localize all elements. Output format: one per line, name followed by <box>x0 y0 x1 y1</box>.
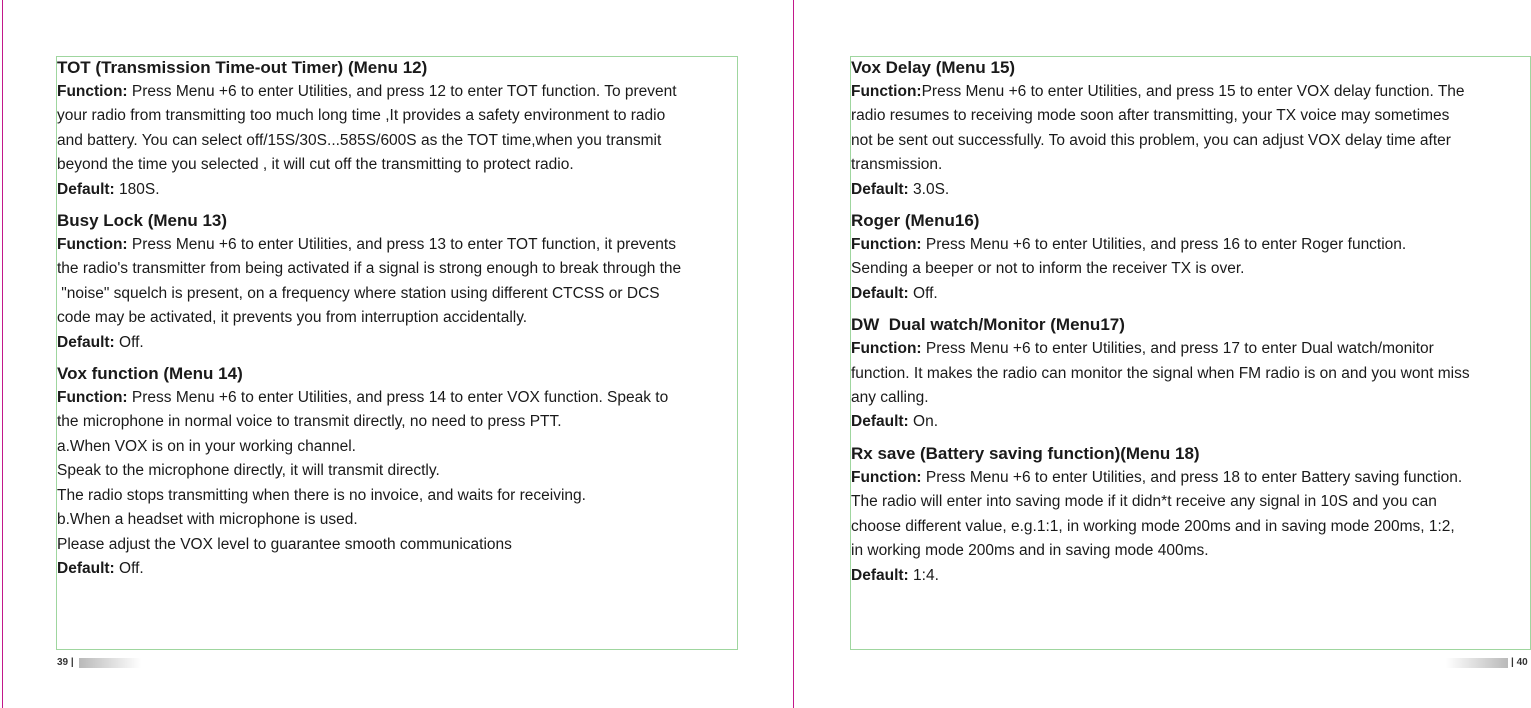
body-line: Please adjust the VOX level to guarantee smooth communications <box>57 535 512 553</box>
body-line: radio resumes to receiving mode soon after transmitting, your TX voice may sometimes <box>851 107 1450 125</box>
default-line <box>57 178 747 202</box>
body-line: the microphone in normal voice to transmit directly, no need to press PTT. <box>57 413 562 431</box>
default-value: Off. <box>913 284 938 302</box>
left-footer-bar <box>79 658 141 668</box>
default-value: 180S. <box>119 180 160 198</box>
section-title: Busy Lock (Menu 13) <box>57 211 228 231</box>
function-text: Press Menu +6 to enter Utilities, and press 17 to enter Dual watch/monitor <box>925 340 1434 358</box>
left-page-column <box>57 56 747 581</box>
default-line <box>851 410 1529 434</box>
function-text: Press Menu +6 to enter Utilities, and press 13 to enter TOT function, it prevents <box>131 236 676 254</box>
body-line: beyond the time you selected , it will cut off the transmitting to protect radio. <box>57 156 574 174</box>
function-text: Press Menu +6 to enter Utilities, and press 18 to enter Battery saving function. <box>925 468 1463 486</box>
function-line <box>57 233 747 257</box>
function-line <box>57 80 747 104</box>
function-line <box>851 337 1529 361</box>
default-line <box>851 564 1529 588</box>
function-text: Press Menu +6 to enter Utilities, and press 16 to enter Roger function. <box>925 236 1407 254</box>
section-title: Vox function (Menu 14) <box>57 364 243 384</box>
section-title: Vox Delay (Menu 15) <box>851 58 1016 77</box>
page-number-text: 40 <box>1516 657 1528 668</box>
section-vox-delay <box>851 56 1529 202</box>
section-busy-lock <box>57 209 747 355</box>
default-value: 1:4. <box>913 566 939 584</box>
body-line: the radio's transmitter from being activated if a signal is strong enough to break through the <box>57 260 682 278</box>
default-line <box>57 557 747 581</box>
body-line: choose different value, e.g.1:1, in working mode 200ms and in saving mode 200ms, 1:2, <box>851 517 1455 535</box>
section-title: Rx save (Battery saving function)(Menu 18) <box>851 443 1200 463</box>
function-label: Function: <box>57 83 128 100</box>
function-label: Function: <box>57 236 128 254</box>
section-roger <box>851 209 1529 306</box>
default-line <box>851 282 1529 306</box>
default-label: Default: <box>57 333 115 351</box>
function-text: Press Menu +6 to enter Utilities, and press 14 to enter VOX function. Speak to <box>131 389 669 407</box>
spine-line <box>793 0 794 708</box>
body-line: code may be activated, it prevents you from interruption accidentally. <box>57 309 528 327</box>
section-title: TOT (Transmission Time-out Timer) (Menu 12) <box>57 58 428 77</box>
right-footer-bar <box>1446 658 1508 668</box>
body-line: a.When VOX is on in your working channel. <box>57 437 356 455</box>
body-line: transmission. <box>851 156 943 174</box>
body-line: function. It makes the radio can monitor the signal when FM radio is on and you wont miss <box>851 364 1470 382</box>
section-title: DW Dual watch/Monitor (Menu17) <box>851 315 1125 335</box>
default-value: Off. <box>119 559 144 577</box>
section-dual-watch <box>851 313 1529 435</box>
left-page-edge <box>2 0 3 708</box>
section-title: Roger (Menu16) <box>851 211 980 231</box>
default-label: Default: <box>851 180 909 198</box>
body-line: any calling. <box>851 389 929 407</box>
function-label: Function: <box>57 389 128 407</box>
section-vox-function <box>57 362 747 581</box>
default-value: Off. <box>119 333 144 351</box>
left-page-number <box>57 657 74 668</box>
body-line: The radio stops transmitting when there is no invoice, and waits for receiving. <box>57 486 586 504</box>
body-line: "noise" squelch is present, on a frequency where station using different CTCSS or DCS <box>57 284 660 302</box>
body-line: The radio will enter into saving mode if it didn*t receive any signal in 10S and you can <box>851 493 1437 511</box>
function-line <box>851 80 1529 104</box>
default-value: 3.0S. <box>913 180 950 198</box>
body-line: b.When a headset with microphone is used. <box>57 511 358 529</box>
function-line <box>851 233 1529 257</box>
default-label: Default: <box>851 566 909 584</box>
default-label: Default: <box>57 559 115 577</box>
body-line: your radio from transmitting too much long time ,It provides a safety environment to radio <box>57 107 666 125</box>
function-label: Function: <box>851 83 922 100</box>
function-label: Function: <box>851 468 922 486</box>
function-label: Function: <box>851 236 922 254</box>
default-value: On. <box>913 413 938 431</box>
page-number-divider: | <box>1511 657 1517 668</box>
page-number-divider: | <box>68 657 74 668</box>
function-line <box>851 466 1529 490</box>
right-page-column <box>851 56 1529 588</box>
section-tot <box>57 56 747 202</box>
body-line: Sending a beeper or not to inform the receiver TX is over. <box>851 260 1245 278</box>
page-number-text: 39 <box>57 657 69 668</box>
body-line: in working mode 200ms and in saving mode 400ms. <box>851 542 1209 560</box>
default-line <box>851 178 1529 202</box>
function-text: Press Menu +6 to enter Utilities, and press 12 to enter TOT function. To prevent <box>131 83 677 100</box>
function-text: Press Menu +6 to enter Utilities, and press 15 to enter VOX delay function. The <box>921 83 1465 100</box>
default-line <box>57 331 747 355</box>
section-rx-save <box>851 442 1529 588</box>
body-line: Speak to the microphone directly, it will transmit directly. <box>57 462 440 480</box>
body-line: and battery. You can select off/15S/30S...585S/600S as the TOT time,when you transmit <box>57 131 662 149</box>
right-page-number <box>1511 657 1528 668</box>
function-label: Function: <box>851 340 922 358</box>
default-label: Default: <box>57 180 115 198</box>
default-label: Default: <box>851 413 909 431</box>
body-line: not be sent out successfully. To avoid this problem, you can adjust VOX delay time after <box>851 131 1451 149</box>
function-line <box>57 386 747 410</box>
default-label: Default: <box>851 284 909 302</box>
